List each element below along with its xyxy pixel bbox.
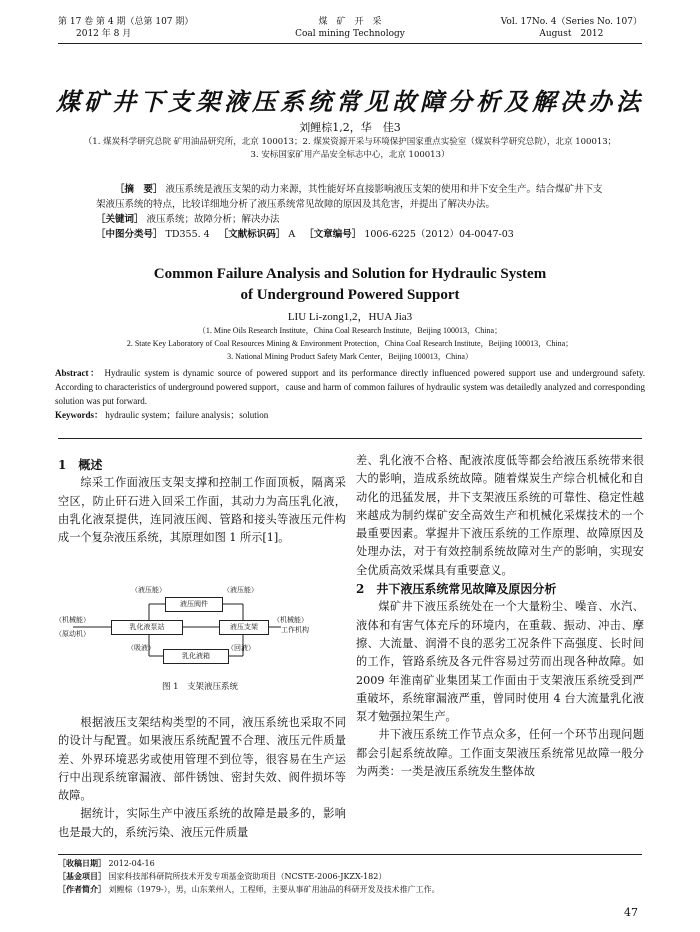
paragraph: 据统计，实际生产中液压系统的故障是最多的，影响也是最大的，系统污染、液压元件质量 (58, 807, 346, 839)
mech-energy-out-label: （机械能） (273, 616, 308, 624)
return-label: （回液） (227, 644, 255, 652)
issue-date-en: August 2012 (539, 29, 604, 39)
mech-energy-label: （机械能） (55, 616, 90, 624)
abstract-zh (96, 182, 604, 242)
header-rule (58, 43, 642, 44)
class-number: TD355. 4 (165, 229, 210, 240)
suction-label: （吸液） (127, 644, 155, 652)
abstract-en-text: Hydraulic system is dynamic source of powered support and its performance directly influenced powered support use and underground safety. According to characteristics of underground powered support，cause and harm of common failures of hydraulic system was detailedly analyzed and corresponding solution was put forward. (55, 368, 645, 406)
affiliation-en-line: 2. State Key Laboratory of Coal Resources Mining & Environment Protection，China Coal Research Institute，Beijing 100013，China； (126, 339, 574, 348)
work-mechanism-label: 工作机构 (281, 626, 309, 634)
article-number-label: ［文章编号］ (304, 229, 362, 240)
journal-issue-en (501, 16, 642, 40)
affiliations-en (40, 324, 660, 363)
fund-label: ［基金项目］ (58, 871, 106, 881)
article-number: 1006-6225（2012）04-0047-03 (364, 229, 514, 240)
author-bio: 刘鲤棕（1979-），男，山东莱州人，工程师，主要从事矿用油品的科研开发及技术推广工作。 (108, 885, 440, 894)
keywords-en: hydraulic system；failure analysis；solution (105, 410, 269, 420)
authors-en: LIU Li-zong1,2，HUA Jia3 (287, 311, 413, 323)
fund-project: 国家科技部科研院所技术开发专项基金资助项目（NCSTE-2006-JKZX-182） (108, 872, 387, 881)
affiliation-en-line: 3. National Mining Product Safety Mark Center，Beijing 100013，China） (227, 352, 473, 361)
keywords-zh: 液压系统；故障分析；解决办法 (146, 214, 280, 225)
energy-label: （液压能） (131, 586, 166, 594)
keywords-zh-label: ［关键词］ (96, 214, 144, 225)
issue-date: 2012 年 8 月 (76, 29, 132, 39)
paper-title-zh: 煤矿井下支架液压系统常见故障分析及解决办法 (56, 87, 644, 116)
pump-station-box: 乳化液泵站 (111, 620, 183, 635)
abstract-rule (58, 438, 642, 439)
tank-box: 乳化液箱 (163, 649, 229, 664)
affiliation-zh-line: 3. 安标国家矿用产品安全标志中心，北京 100013） (250, 150, 450, 160)
issue-volume: 第 17 卷 第 4 期（总第 107 期） (58, 17, 194, 27)
abstract-zh-label: ［摘 要］ (115, 184, 163, 195)
paragraph: 差、乳化液不合格、配液浓度低等都会给液压系统带来很大的影响，造成系统故障。随着煤炭生产综合机械化和自动化的迅猛发展，井下支架液压系统的可靠性、稳定性越来越成为制约煤矿安全高效生产和机械化采煤技术的一个最重要因素。掌握井下液压系统的工作原理、故障原因及处理办法，对于有效控制系统故障对生产的影响，实现安全优质高效采煤具有重要意义。 (356, 454, 644, 577)
left-column-continued (58, 714, 346, 842)
support-box: 液压支架 (219, 620, 269, 635)
abstract-en (55, 366, 645, 422)
affiliations-zh (40, 136, 660, 162)
energy-label: （液压能） (223, 586, 258, 594)
footnote-rule (58, 854, 642, 855)
figure-1 (55, 580, 345, 720)
paragraph: 煤矿井下液压系统处在一个大量粉尘、噪音、水汽、液体和有害气体充斥的环境内，在重载、振动、冲击、摩擦、大流量、润滑不良的恶劣工况条件下高强度、长时间的工作，管路系统及各元件容易过劳而出现各种故障。如 2009 年淮南矿业集团某工作面由于支架液压系统受到严重破坏，系统窜漏液严重，曾同时使用 4 台大流量乳化液泵才勉强拉架生产。 (356, 600, 644, 724)
left-column (58, 456, 346, 547)
issue-volume-en: Vol. 17No. 4（Series No. 107） (500, 17, 642, 27)
page-number: 47 (624, 906, 638, 919)
received-date: 2012-04-16 (108, 859, 155, 868)
received-label: ［收稿日期］ (58, 858, 106, 868)
abstract-zh-text: 液压系统是液压支架的动力来源，其性能好坏直接影响液压支架的使用和井下安全生产。结合煤矿井下支架液压系统的特点，比较详细地分析了液压系统常见故障的原因及其危害，并提出了解决办法。 (96, 184, 603, 210)
section-heading-2: 2 井下液压系统常见故障及原因分析 (356, 582, 557, 597)
journal-name-zh: 煤 矿 开 采 (318, 17, 382, 27)
affiliation-zh-line: （1. 煤炭科学研究总院 矿用油品研究所，北京 100013；2. 煤炭资源开采与环境保护国家重点实验室（煤炭科学研究总院），北京 100013； (83, 137, 617, 147)
paragraph: 井下液压系统工作节点众多，任何一个环节出现问题都会引起系统故障。工作面支架液压系统常见故障一般分为两类：一类是液压系统发生整体故 (356, 728, 644, 779)
keywords-en-label: Keywords： (55, 410, 103, 420)
abstract-en-label: Abstract： (55, 368, 101, 378)
figure-caption: 图 1 支架液压系统 (161, 682, 239, 692)
authors-zh: 刘鲤棕1,2，华 佳3 (299, 121, 401, 134)
paper-title-en-line2: of Underground Powered Support (240, 287, 460, 303)
journal-name-en: Coal mining Technology (295, 29, 405, 39)
footnotes (58, 857, 642, 896)
author-bio-label: ［作者简介］ (58, 884, 106, 894)
motor-label: （原动机） (55, 630, 90, 638)
paper-title-en-line1: Common Failure Analysis and Solution for Hydraulic System (153, 266, 547, 282)
doc-code-label: ［文献标识码］ (218, 229, 286, 240)
doc-code: A (288, 229, 296, 240)
paper-title-en (0, 264, 700, 306)
valve-box: 液压阀件 (165, 597, 223, 612)
section-heading-1: 1 概述 (58, 458, 103, 472)
affiliation-en-line: （1. Mine Oils Research Institute，China Coal Research Institute，Beijing 100013，China； (197, 326, 503, 335)
paragraph: 综采工作面液压支架支撑和控制工作面顶板，隔离采空区，防止矸石进入回采工作面，其动力为高压乳化液，由乳化液泵提供，连同液压阀、管路和接头等液压元件构成一个复杂液压系统，其原理如图 1 所示[1]。 (58, 476, 346, 545)
class-number-label: ［中图分类号］ (96, 229, 163, 240)
paragraph: 根据液压支架结构类型的不同，液压系统也采取不同的设计与配置。如果液压系统配置不合理、液压元件质量差、外界环境恶劣或使用管理不到位等，很容易在生产运行中出现系统窜漏液、部件锈蚀、密封失效、阀件损坏等故障。 (58, 716, 346, 803)
right-column (356, 452, 644, 781)
